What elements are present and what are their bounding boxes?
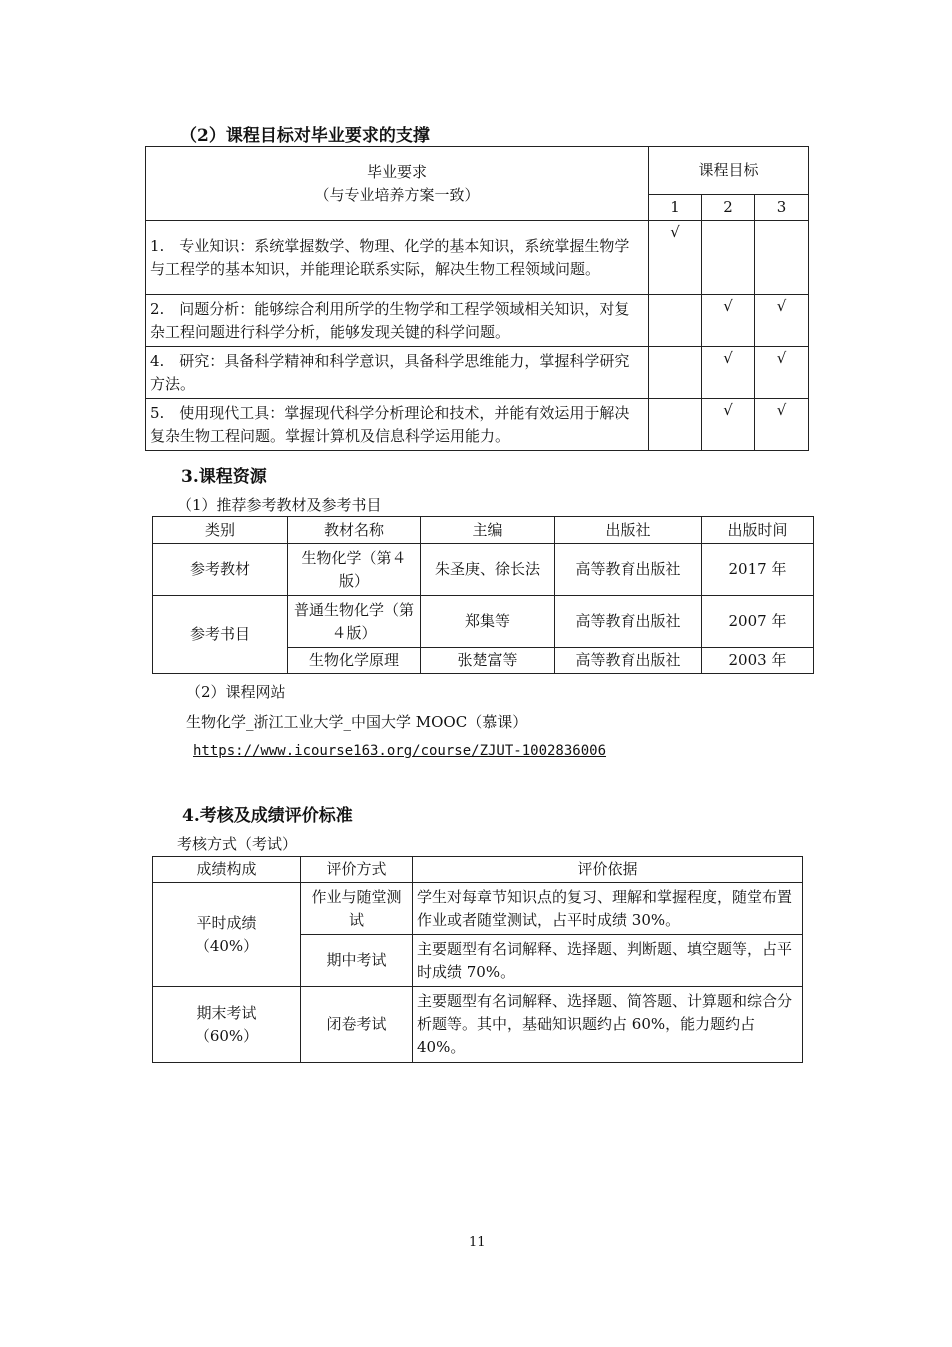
requirement-row: 1. 专业知识：系统掌握数学、物理、化学的基本知识，系统掌握生物学与工程学的基本知识，并能理论联系实际，解决生物工程领域问题。 [146,221,649,295]
usual-score-label: 平时成绩 [196,913,257,932]
book-name: 生物化学原理 [288,648,421,674]
book-editor: 郑集等 [421,596,555,648]
check-mark: √ [702,347,755,399]
assessment-header-method: 评价方式 [301,857,413,883]
section-heading-assessment: 4.考核及成绩评价标准 [182,806,353,826]
book-editor: 朱圣庚、徐长法 [421,544,555,596]
assessment-method-label: 考核方式（考试） [177,835,298,853]
book-publisher: 高等教育出版社 [555,648,702,674]
goal-header: 课程目标 [649,147,809,195]
goal-number-3: 3 [755,195,809,221]
page-number: 11 [469,1235,486,1250]
book-category: 参考教材 [153,544,288,596]
requirement-header [146,147,649,221]
assessment-method: 期中考试 [301,935,413,987]
book-publisher: 高等教育出版社 [555,596,702,648]
section-heading-support: （2）课程目标对毕业要求的支撑 [180,126,430,146]
book-name: 普通生物化学（第４版） [288,596,421,648]
check-mark: √ [702,399,755,451]
final-exam-cell [153,987,301,1063]
assessment-basis: 主要题型有名词解释、选择题、判断题、填空题等，占平时成绩 70%。 [413,935,803,987]
usual-score-percent: （40%） [194,936,259,955]
course-site-link[interactable]: https://www.icourse163.org/course/ZJUT-1002836006 [193,743,607,759]
check-mark: √ [702,295,755,347]
check-mark [702,221,755,295]
goal-number-2: 2 [702,195,755,221]
requirement-header-line2: （与专业培养方案一致） [314,185,480,204]
assessment-table [152,856,803,1063]
books-header-title: 教材名称 [288,517,421,544]
goal-number-1: 1 [649,195,702,221]
check-mark: √ [755,347,809,399]
books-header-category: 类别 [153,517,288,544]
books-header-publisher: 出版社 [555,517,702,544]
check-mark [649,399,702,451]
books-header-editor: 主编 [421,517,555,544]
check-mark: √ [649,221,702,295]
book-editor: 张楚富等 [421,648,555,674]
book-publisher: 高等教育出版社 [555,544,702,596]
check-mark [649,347,702,399]
support-table [145,146,809,451]
assessment-method: 闭卷考试 [301,987,413,1063]
book-year: 2003 年 [702,648,814,674]
subheading-website: （2）课程网站 [186,683,286,701]
section-heading-resources: 3.课程资源 [181,467,267,487]
final-exam-label: 期末考试 [196,1003,257,1022]
usual-score-cell [153,883,301,987]
check-mark [755,221,809,295]
assessment-basis: 主要题型有名词解释、选择题、简答题、计算题和综合分析题等。其中，基础知识题约占 60%，能力题约占 40%。 [413,987,803,1063]
book-year: 2017 年 [702,544,814,596]
requirement-row: 2. 问题分析：能够综合利用所学的生物学和工程学领域相关知识，对复杂工程问题进行科学分析，能够发现关键的科学问题。 [146,295,649,347]
assessment-header-basis: 评价依据 [413,857,803,883]
requirement-row: 4. 研究：具备科学精神和科学意识，具备科学思维能力，掌握科学研究方法。 [146,347,649,399]
assessment-method: 作业与随堂测试 [301,883,413,935]
books-header-year: 出版时间 [702,517,814,544]
check-mark: √ [755,295,809,347]
check-mark: √ [755,399,809,451]
book-name: 生物化学（第４版） [288,544,421,596]
requirement-header-line1: 毕业要求 [366,162,427,181]
subheading-books: （1）推荐参考教材及参考书目 [177,496,382,514]
book-category: 参考书目 [153,596,288,674]
requirement-row: 5. 使用现代工具：掌握现代科学分析理论和技术，并能有效运用于解决复杂生物工程问题。掌握计算机及信息科学运用能力。 [146,399,649,451]
books-table [152,516,814,674]
course-site-name: 生物化学_浙江工业大学_中国大学 MOOC（慕课） [186,713,528,731]
assessment-basis: 学生对每章节知识点的复习、理解和掌握程度，随堂布置作业或者随堂测试，占平时成绩 30%。 [413,883,803,935]
assessment-header-composition: 成绩构成 [153,857,301,883]
final-exam-percent: （60%） [194,1026,259,1045]
check-mark [649,295,702,347]
book-year: 2007 年 [702,596,814,648]
